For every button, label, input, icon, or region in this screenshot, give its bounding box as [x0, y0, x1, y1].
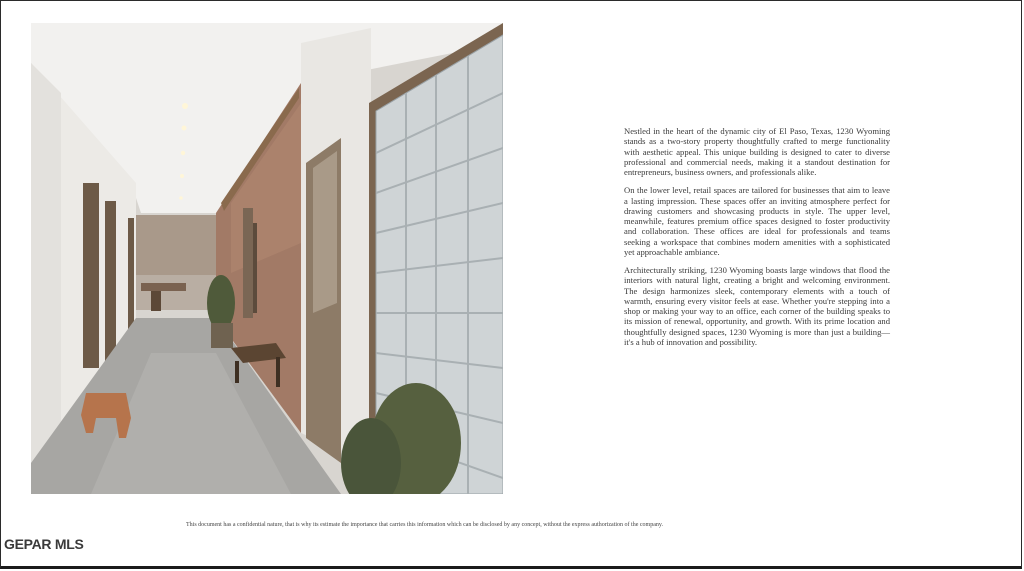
paragraph-intro: Nestled in the heart of the dynamic city of El Paso, Texas, 1230 Wyoming stands as a two-story property thoughtfully crafted to merge functionality with aesthetic appeal. This unique building is designed to cater to diverse professional and commercial needs, making it a standout destination for entrepreneurs, business owners, and professionals alike. — [624, 126, 890, 177]
hallway-rendering-photo — [31, 23, 503, 494]
description-text-block — [624, 126, 890, 355]
paragraph-levels: On the lower level, retail spaces are tailored for businesses that aim to leave a lasting impression. These spaces offer an inviting atmosphere perfect for drawing customers and showcasing products in style. The upper level, meanwhile, features premium office spaces designed to foster productivity and collaboration. These offices are ideal for professionals and teams seeking a workspace that combines modern amenities with a sophisticated yet approachable ambiance. — [624, 185, 890, 257]
mls-logo: GEPAR MLS — [4, 536, 84, 552]
confidentiality-footer: This document has a confidential nature, that is why its estimate the importance that carries this information which can be disclosed by any concept, without the express authorization of the company. — [186, 522, 663, 528]
paragraph-architecture: Architecturally striking, 1230 Wyoming boasts large windows that flood the interiors with natural light, creating a bright and welcoming environment. The design harmonizes sleek, contemporary elements with a touch of warmth, ensuring every visitor feels at ease. Whether you're stepping into a shop or making your way to an office, each corner of the building speaks to its mission of renewal, opportunity, and growth. With its prime location and thoughtfully designed spaces, 1230 Wyoming is more than just a building—it's a hub of innovation and possibility. — [624, 265, 890, 347]
